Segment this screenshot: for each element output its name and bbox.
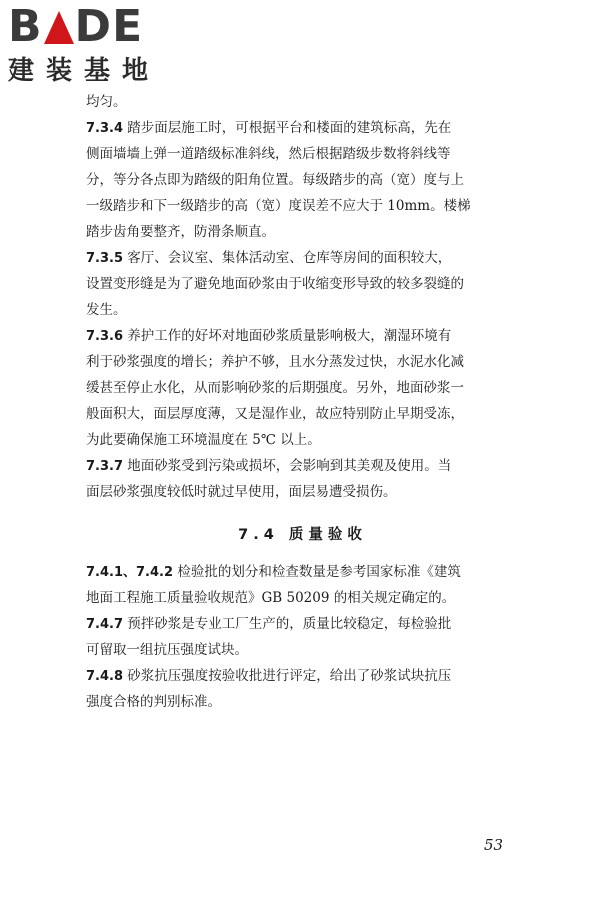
- clause-number: 7.4.8: [86, 669, 124, 684]
- bade-logo: [8, 2, 183, 94]
- section-heading: 7.4 质量验收: [238, 527, 367, 543]
- clause-number: 7.3.7: [86, 459, 124, 474]
- clause-line: 一级踏步和下一级踏步的高（宽）度误差不应大于 10mm。楼梯: [86, 198, 471, 214]
- clause-line: 为此要确保施工环境温度在 5℃ 以上。: [86, 432, 321, 448]
- clause-line: 7.3.7 地面砂浆受到污染或损坏，会影响到其美观及使用。当: [86, 458, 452, 474]
- logo-chinese: 建装基地: [8, 56, 161, 86]
- clause-line: 般面积大，面层厚度薄，又是湿作业，故应特别防止早期受冻，: [86, 406, 464, 422]
- clause-line: 7.3.6 养护工作的好坏对地面砂浆质量影响极大，潮湿环境有: [86, 328, 452, 344]
- clause-line: 地面工程施工质量验收规范》GB 50209 的相关规定确定的。: [86, 590, 456, 606]
- clause-line: 缓甚至停止水化，从而影响砂浆的后期强度。另外，地面砂浆一: [86, 380, 464, 396]
- clause-line: 7.4.7 预拌砂浆是专业工厂生产的，质量比较稳定，每检验批: [86, 616, 452, 632]
- logo-triangle-icon: [44, 11, 74, 44]
- clause-line: 发生。: [86, 302, 127, 318]
- clause-line: 利于砂浆强度的增长；养护不够，且水分蒸发过快，水泥水化减: [86, 354, 464, 370]
- clause-line: 侧面墙墙上弹一道踏级标准斜线，然后根据踏级步数将斜线等: [86, 146, 451, 162]
- clause-line: 踏步齿角要整齐，防滑条顺直。: [86, 224, 275, 240]
- clause-line: 强度合格的判别标准。: [86, 694, 221, 710]
- clause-line: 设置变形缝是为了避免地面砂浆由于收缩变形导致的较多裂缝的: [86, 276, 464, 292]
- clause-line: 分，等分各点即为踏级的阳角位置。每级踏步的高（宽）度与上: [86, 172, 464, 188]
- clause-line: 可留取一组抗压强度试块。: [86, 642, 248, 658]
- clause-number: 7.3.4: [86, 121, 124, 136]
- clause-number: 7.3.6: [86, 329, 124, 344]
- page-number: 53: [484, 836, 504, 854]
- clause-line: 面层砂浆强度较低时就过早使用，面层易遭受损伤。: [86, 484, 397, 500]
- clause-number: 7.4.1、7.4.2: [86, 565, 174, 580]
- clause-line: 7.3.4 踏步面层施工时，可根据平台和楼面的建筑标高，先在: [86, 120, 452, 136]
- page-body: [86, 89, 519, 715]
- clause-line: 7.3.5 客厅、会议室、集体活动室、仓库等房间的面积较大，: [86, 250, 452, 266]
- clause-line: 7.4.1、7.4.2 检验批的划分和检查数量是参考国家标准《建筑: [86, 564, 461, 580]
- clause-number: 7.4.7: [86, 617, 124, 632]
- clause-number: 7.3.5: [86, 251, 124, 266]
- clause-line: 7.4.8 砂浆抗压强度按验收批进行评定，给出了砂浆试块抗压: [86, 668, 452, 684]
- continuation-line: 均匀。: [86, 94, 127, 110]
- logo-wordmark: B DE: [8, 1, 144, 52]
